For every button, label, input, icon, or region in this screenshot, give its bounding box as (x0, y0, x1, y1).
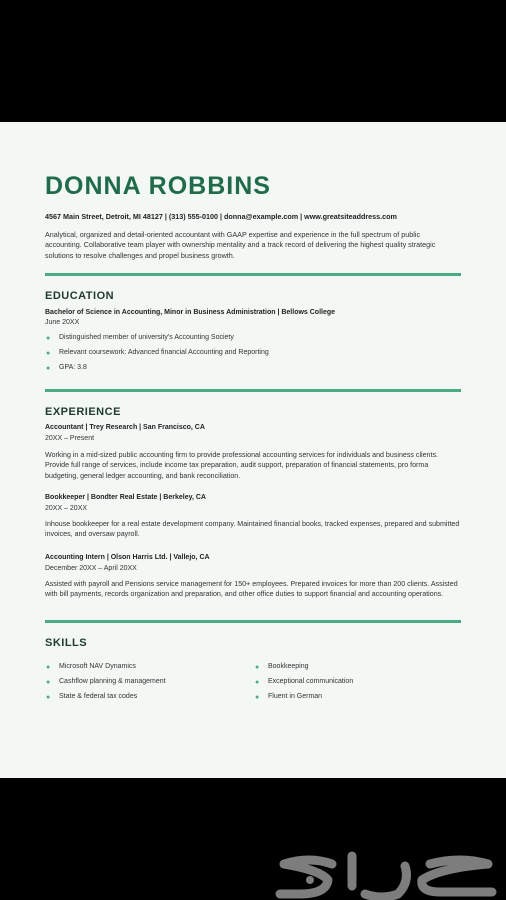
bullet-icon: ● (255, 694, 260, 701)
logo-dot (306, 876, 314, 884)
list-item (45, 348, 269, 363)
list-item-text: Bookkeeping (268, 663, 309, 670)
list-item (254, 692, 353, 707)
job-title: Bookkeeper | Bondter Real Estate | Berkeley, CA (45, 494, 206, 501)
list-item (45, 333, 269, 348)
bullet-icon: ● (46, 694, 51, 701)
bullet-icon: ● (46, 365, 51, 372)
section-divider (45, 273, 461, 276)
job-description: Assisted with payroll and Pensions service management for 150+ employees. Prepared invoices for more than 200 clients. Assisted with bill payments, records organization and preparation, and other office duties to support financial and accounting operations. (45, 580, 458, 599)
bullet-icon: ● (46, 335, 51, 342)
education-date: June 20XX (45, 319, 80, 326)
skills-heading: SKILLS (45, 637, 88, 649)
bullet-icon: ● (46, 350, 51, 357)
skills-list-left (45, 662, 166, 707)
bullet-icon: ● (46, 679, 51, 686)
job-date: 20XX – Present (45, 435, 95, 442)
logo-stroke (280, 860, 332, 894)
list-item (254, 677, 353, 692)
list-item-text: Exceptional communication (268, 678, 354, 685)
logo-stroke (422, 860, 492, 892)
resume-name: DONNA ROBBINS (45, 172, 271, 200)
section-divider (45, 620, 461, 623)
experience-heading: EXPERIENCE (45, 406, 121, 418)
resume-page (0, 122, 506, 778)
bullet-icon: ● (255, 664, 260, 671)
job-date: 20XX – 20XX (45, 505, 88, 512)
list-item (45, 662, 166, 677)
bullet-icon: ● (255, 679, 260, 686)
list-item-text: Microsoft NAV Dynamics (59, 663, 136, 670)
education-bullets (45, 333, 269, 378)
list-item (45, 677, 166, 692)
list-item-text: GPA: 3.8 (59, 364, 87, 371)
list-item-text: State & federal tax codes (59, 693, 138, 700)
job-title: Accountant | Trey Research | San Francisco, CA (45, 424, 205, 431)
summary-paragraph: Analytical, organized and detail-oriented accountant with GAAP expertise and experience in the full spectrum of public accounting. Collaborative team player with ownership mentality and a track record of delivering the highest quality strategic solutions to resolve challenges and propel business growth. (45, 230, 436, 260)
job-description: Inhouse bookkeeper for a real estate development company. Maintained financial books, tracked expenses, prepared and submitted invoices, and oversaw payroll. (45, 520, 460, 539)
job-description: Working in a mid-sized public accounting firm to provide professional accounting services for individuals and business clients. Provide full range of services, include income tax preparation, audit support, preparation of financial statements, pro forma budgeting, general ledger accounting, and bank reconciliation. (45, 451, 438, 480)
contact-line: 4567 Main Street, Detroit, MI 48127 | (313) 555-0100 | donna@example.com | www.greatsiteaddress.com (45, 212, 397, 221)
bullet-icon: ● (46, 664, 51, 671)
list-item-text: Cashflow planning & management (59, 678, 166, 685)
skills-list-right (254, 662, 353, 707)
logo-stroke (365, 866, 406, 897)
education-degree: Bachelor of Science in Accounting, Minor in Business Administration | Bellows College (45, 309, 336, 316)
list-item-text: Relevant coursework: Advanced financial Accounting and Reporting (59, 349, 269, 356)
list-item-text: Fluent in German (268, 693, 323, 700)
list-item (45, 692, 166, 707)
job-title: Accounting Intern | Olson Harris Ltd. | Vallejo, CA (45, 554, 210, 561)
education-heading: EDUCATION (45, 290, 115, 302)
section-divider (45, 389, 461, 392)
list-item (254, 662, 353, 677)
job-date: December 20XX – April 20XX (45, 565, 137, 572)
list-item (45, 363, 269, 378)
list-item-text: Distinguished member of university's Accounting Society (59, 334, 234, 341)
haraj-watermark-logo (270, 842, 500, 900)
